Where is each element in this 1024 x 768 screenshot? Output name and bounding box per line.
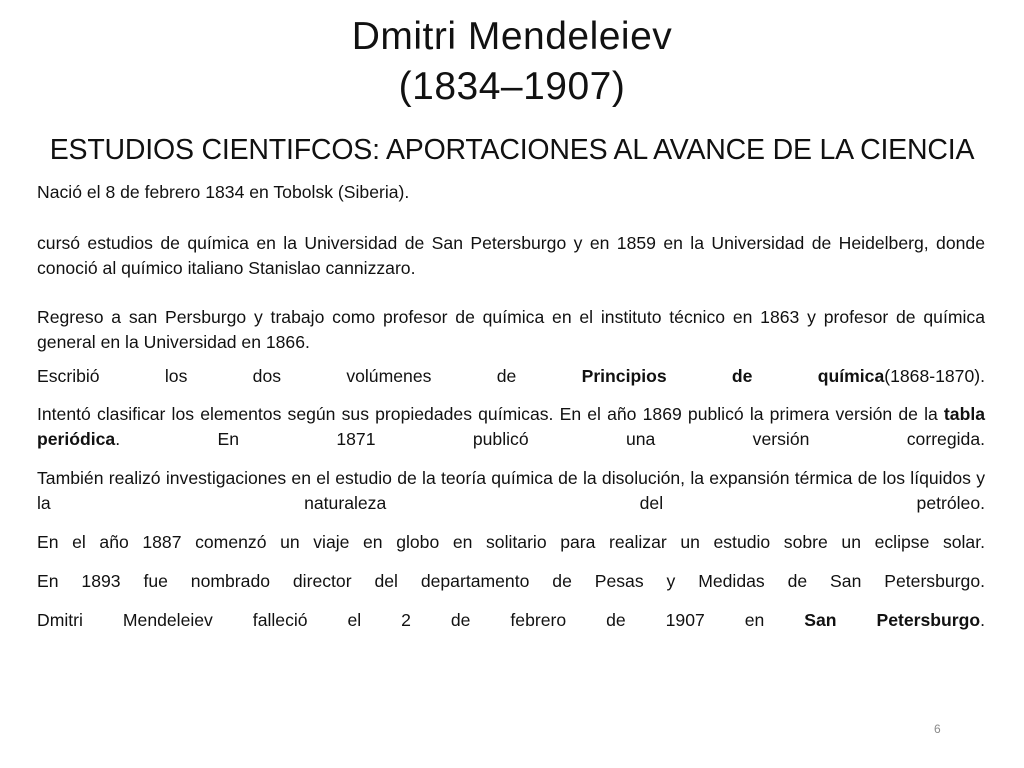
slide-subtitle: ESTUDIOS CIENTIFCOS: APORTACIONES AL AVANCE DE LA CIENCIA xyxy=(49,134,975,166)
wrote-bold: Principios de química xyxy=(581,366,885,386)
page-number: 6 xyxy=(934,722,941,736)
paragraph-director: En 1893 fue nombrado director del departamento de Pesas y Medidas de San Petersburgo. xyxy=(37,571,985,591)
paragraph-research: También realizó investigaciones en el estudio de la teoría química de la disolución, la expansión térmica de los líquidos y la naturaleza del petróleo. xyxy=(37,468,985,513)
slide-body xyxy=(37,180,985,633)
died-suffix: . xyxy=(980,610,985,630)
paragraph-return: Regreso a san Persburgo y trabajo como profesor de química en el instituto técnico en 1863 y profesor de química general en la Universidad en 1866. xyxy=(37,307,985,352)
paragraph-born: Nació el 8 de febrero 1834 en Tobolsk (Siberia). xyxy=(37,182,410,202)
wrote-suffix: (1868-1870). xyxy=(884,366,985,386)
slide-title xyxy=(0,12,1024,112)
paragraph-wrote xyxy=(37,364,985,389)
died-prefix: Dmitri Mendeleiev falleció el 2 de febrero de 1907 en xyxy=(37,610,805,630)
paragraph-died xyxy=(37,608,985,633)
died-bold: San Petersburgo xyxy=(804,610,981,630)
wrote-prefix: Escribió los dos volúmenes de xyxy=(37,366,582,386)
title-name: Dmitri Mendeleiev xyxy=(351,15,673,58)
classify-prefix: Intentó clasificar los elementos según sus propiedades químicas. En el año 1869 publicó la primera versión de la xyxy=(37,404,944,424)
paragraph-balloon: En el año 1887 comenzó un viaje en globo en solitario para realizar un estudio sobre un eclipse solar. xyxy=(37,532,985,552)
classify-bold: tabla periódica xyxy=(37,404,985,449)
classify-suffix: . En 1871 publicó una versión corregida. xyxy=(115,429,985,449)
title-years: (1834–1907) xyxy=(398,65,626,108)
paragraph-classify xyxy=(37,402,985,452)
paragraph-studies: cursó estudios de química en la Universidad de San Petersburgo y en 1859 en la Universidad de Heidelberg, donde conoció al químico italiano Stanislao cannizzaro. xyxy=(37,233,985,278)
